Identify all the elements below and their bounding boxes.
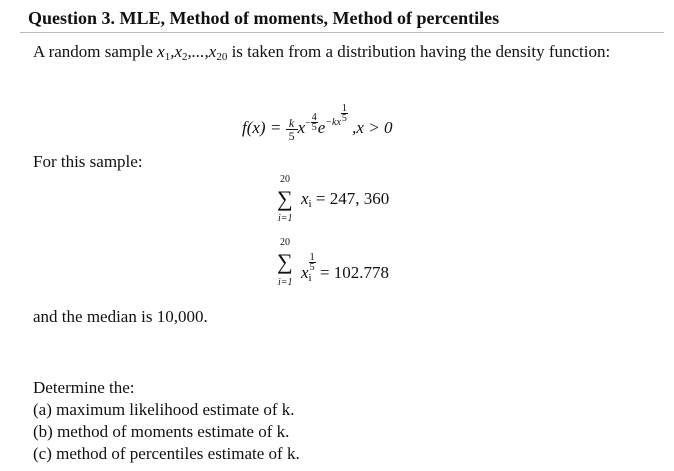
list-item: (a) maximum likelihood estimate of k.: [33, 400, 295, 419]
intro-prefix: A random sample: [33, 42, 153, 61]
list-item: (b) method of moments estimate of k.: [33, 422, 290, 441]
sample-notation: $x_1,x_2,...,x_{20}$: [157, 42, 228, 63]
coef-fraction: $\frac{k}{5}$: [286, 117, 298, 142]
density-x: x: [297, 118, 306, 137]
median-statement: and the median is 10,000.: [33, 307, 208, 326]
intro-paragraph: [33, 40, 655, 69]
sum2-lower: i=1: [278, 277, 293, 288]
e-exponent: −kx $\frac{1}{5}$: [325, 103, 347, 128]
sum2-sigma: ∑: [277, 249, 293, 274]
density-e: e: [317, 118, 326, 137]
intro-suffix: is taken from a distribution having the density function:: [231, 42, 611, 61]
x-exponent: − $\frac{4}{5}$: [305, 111, 317, 133]
title-divider: [20, 32, 664, 33]
sum1-sigma: ∑: [277, 186, 293, 211]
sum1-upper: 20: [280, 174, 290, 185]
determine-label: Determine the:: [33, 378, 135, 397]
density-lhs: f(x) =: [242, 118, 282, 137]
question-title: Question 3. MLE, Method of moments, Method of percentiles: [28, 8, 500, 28]
density-formula: [242, 104, 392, 142]
density-domain: ,x > 0: [352, 118, 393, 137]
for-sample-label: For this sample:: [33, 152, 143, 171]
sum2-expression: $x_i$ $\frac{1}{5}$ = 102.778: [301, 252, 389, 284]
determine-list: [33, 377, 300, 465]
sum2-upper: 20: [280, 237, 290, 248]
sum1-expression: $x_i = 247$, 360: [301, 189, 390, 210]
list-item: (c) method of percentiles estimate of k.: [33, 444, 300, 463]
sum1-lower: i=1: [278, 213, 293, 224]
